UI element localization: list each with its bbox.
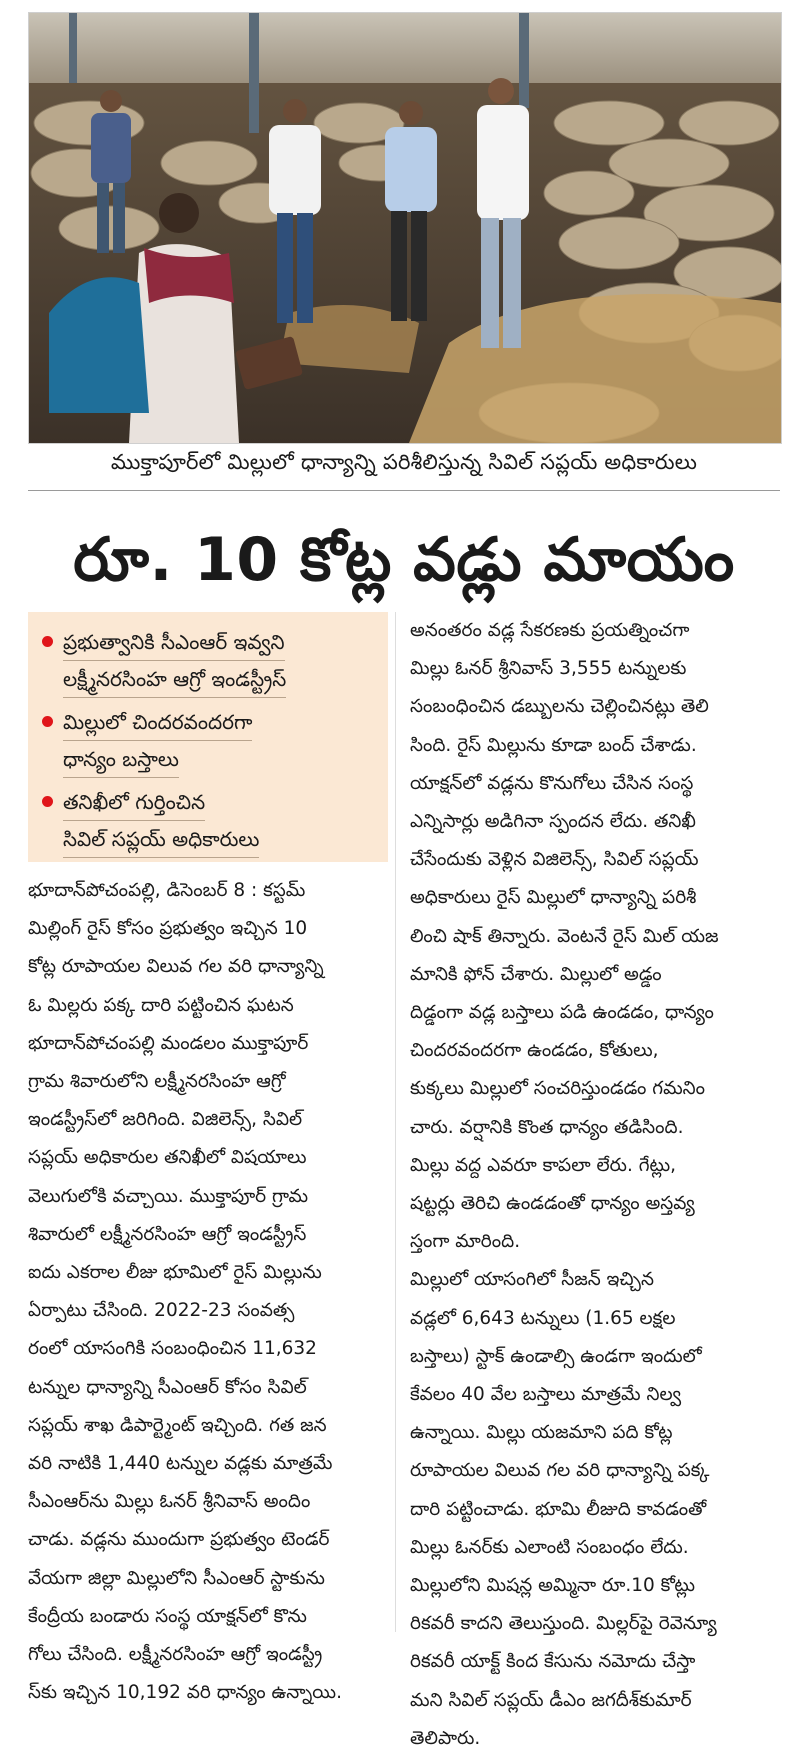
body-line: అనంతరం వడ్ల సేకరణకు ప్రయత్నించగా bbox=[410, 620, 690, 641]
body-line: ఎన్నిసార్లు అడిగినా స్పందన లేదు. తనిఖీ bbox=[410, 811, 696, 833]
body-line: చిందరవందరగా ఉండడం, కోతులు, bbox=[410, 1040, 659, 1062]
body-line: మిల్లు ఓనర్ శ్రీనివాస్ 3,555 టన్నులకు bbox=[410, 658, 687, 680]
article-body-left bbox=[28, 872, 380, 1712]
body-line: మిల్లులో యాసంగిలో సీజన్ ఇచ్చిన bbox=[410, 1269, 654, 1291]
highlight-item bbox=[42, 624, 378, 698]
body-line: మిల్లులోని మిషన్ల అమ్మినా రూ.10 కోట్లు bbox=[410, 1575, 696, 1597]
highlight-line: తనిఖీలో గుర్తించిన bbox=[63, 784, 205, 821]
body-line: మిల్లింగ్ రైస్ కోసం ప్రభుత్వం ఇచ్చిన 10 bbox=[28, 918, 308, 940]
article-body-right bbox=[410, 612, 780, 1758]
body-line: సప్లయ్ శాఖ డిపార్ట్మెంట్ ఇచ్చింది. గత జన bbox=[28, 1414, 327, 1436]
body-line: చారు. వర్షానికి కొంత ధాన్యం తడిసింది. bbox=[410, 1116, 684, 1138]
body-line: సింది. రైస్ మిల్లును కూడా బంద్ చేశాడు. bbox=[410, 734, 697, 756]
body-line: దిడ్డంగా వడ్ల బస్తాలు పడి ఉండడం, ధాన్యం bbox=[410, 1002, 714, 1024]
bullet-icon bbox=[42, 796, 53, 807]
body-line: శివారులో లక్ష్మీనరసింహ ఆగ్రో ఇండస్ట్రీస్ bbox=[28, 1223, 307, 1245]
body-line: లించి షాక్ తిన్నారు. వెంటనే రైస్ మిల్ యజ bbox=[410, 925, 719, 947]
body-line: యాక్షన్‌లో వడ్లను కొనుగోలు చేసిన సంస్థ bbox=[410, 772, 694, 794]
body-line: రూపాయల విలువ గల వరి ధాన్యాన్ని పక్క bbox=[410, 1460, 710, 1482]
highlight-line: లక్ష్మీనరసింహ ఆగ్రో ఇండస్ట్రీస్ bbox=[63, 661, 286, 698]
body-line: సప్లయ్ అధికారుల తనిఖీలో విషయాలు bbox=[28, 1147, 307, 1169]
body-line: మానికి ఫోన్ చేశారు. మిల్లులో అడ్డం bbox=[410, 963, 662, 985]
body-line: కుక్కలు మిల్లులో సంచరిస్తుండడం గమనిం bbox=[410, 1078, 706, 1100]
highlight-line: ధాన్యం బస్తాలు bbox=[63, 741, 179, 778]
body-line: దారి పట్టించాడు. భూమి లీజుది కావడంతో bbox=[410, 1498, 707, 1520]
body-line: టన్నుల ధాన్యాన్ని సీఎంఆర్ కోసం సివిల్ bbox=[28, 1376, 307, 1398]
body-line: మని సివిల్ సప్లయ్ డీఎం జగదీశ్‌కుమార్ bbox=[410, 1689, 692, 1711]
body-line: ఓ మిల్లరు పక్క దారి పట్టించిన ఘటన bbox=[28, 994, 294, 1016]
highlight-item bbox=[42, 784, 378, 858]
highlight-line: సివిల్ సప్లయ్ అధికారులు bbox=[63, 821, 259, 858]
warehouse-inspection-photo-icon bbox=[29, 13, 781, 443]
highlights-box bbox=[28, 612, 388, 862]
body-line: చేసేందుకు వెళ్లిన విజిలెన్స్, సివిల్ సప్లయ్ bbox=[410, 849, 699, 871]
body-line: భూదాన్‌పోచంపల్లి మండలం ముక్తాపూర్ bbox=[28, 1032, 309, 1054]
body-line: కేంద్రీయ బండారు సంస్థ యాక్షన్‌లో కొను bbox=[28, 1605, 307, 1627]
body-line: తెలిపారు. bbox=[410, 1727, 481, 1749]
body-line: గ్రామ శివారులోని లక్ష్మీనరసింహ ఆగ్రో bbox=[28, 1071, 286, 1093]
body-line: అధికారులు రైస్ మిల్లులో ధాన్యాన్ని పరిశీ bbox=[410, 887, 697, 909]
body-line: వేయగా జిల్లా మిల్లులోని సీఎంఆర్ స్టాకును bbox=[28, 1567, 325, 1589]
body-line: వడ్లలో 6,643 టన్నులు (1.65 లక్షల bbox=[410, 1307, 676, 1329]
body-line: వెలుగులోకి వచ్చాయి. ముక్తాపూర్ గ్రామ bbox=[28, 1185, 309, 1207]
body-line: రికవరీ యాక్ట్ కింద కేసును నమోదు చేస్తా bbox=[410, 1651, 696, 1673]
body-line: రికవరీ కాదని తెలుస్తుంది. మిల్లర్‌పై రెవెన్యూ bbox=[410, 1613, 717, 1635]
bullet-icon bbox=[42, 716, 53, 727]
body-line: వరి నాటికి 1,440 టన్నుల వడ్లకు మాత్రమే bbox=[28, 1453, 333, 1475]
body-line: ఉన్నాయి. మిల్లు యజమాని పది కోట్ల bbox=[410, 1422, 673, 1444]
photo-caption: ముక్తాపూర్‌లో మిల్లులో ధాన్యాన్ని పరిశీలిస్తున్న సివిల్ సప్లయ్ అధికారులు bbox=[28, 450, 780, 491]
body-line: కేవలం 40 వేల బస్తాలు మాత్రమే నిల్వ bbox=[410, 1384, 682, 1406]
body-line: సీఎంఆర్‌ను మిల్లు ఓనర్ శ్రీనివాస్ అందిం bbox=[28, 1491, 311, 1513]
highlight-line: ప్రభుత్వానికి సీఎంఆర్ ఇవ్వని bbox=[63, 624, 285, 661]
body-line: ఏర్పాటు చేసింది. 2022-23 సంవత్స bbox=[28, 1300, 295, 1322]
news-photo bbox=[28, 12, 782, 444]
body-line: స్తంగా మారింది. bbox=[410, 1231, 521, 1253]
body-line: ఇండస్ట్రీస్‌లో జరిగింది. విజిలెన్స్, సివిల్ bbox=[28, 1109, 303, 1131]
highlight-item bbox=[42, 704, 378, 778]
highlight-line: మిల్లులో చిందరవందరగా bbox=[63, 704, 252, 741]
body-line: గోలు చేసింది. లక్ష్మీనరసింహ ఆగ్రో ఇండస్ట్రీ bbox=[28, 1644, 323, 1666]
body-line: మిల్లు వద్ద ఎవరూ కాపలా లేరు. గేట్లు, bbox=[410, 1154, 677, 1176]
body-line: ఐదు ఎకరాల లీజు భూమిలో రైస్ మిల్లును bbox=[28, 1262, 322, 1284]
column-divider bbox=[395, 612, 396, 1632]
body-line: షట్టర్లు తెరిచి ఉండడంతో ధాన్యం అస్తవ్య bbox=[410, 1193, 695, 1215]
body-line: కోట్ల రూపాయల విలువ గల వరి ధాన్యాన్ని bbox=[28, 956, 324, 978]
body-line: సంబంధించిన డబ్బులను చెల్లించినట్లు తెలి bbox=[410, 696, 709, 718]
headline: రూ. 10 కోట్ల వడ్లు మాయం bbox=[73, 525, 735, 595]
body-line: చాడు. వడ్లను ముందుగా ప్రభుత్వం టెండర్ bbox=[28, 1529, 330, 1551]
bullet-icon bbox=[42, 636, 53, 647]
body-line: స్‌కు ఇచ్చిన 10,192 వరి ధాన్యం ఉన్నాయి. bbox=[28, 1682, 342, 1704]
body-line: రంలో యాసంగికి సంబంధించిన 11,632 bbox=[28, 1338, 317, 1360]
body-line: మిల్లు ఓనర్‌కు ఎలాంటి సంబంధం లేదు. bbox=[410, 1536, 689, 1558]
body-line: భూదాన్‌పోచంపల్లి, డిసెంబర్ 8 : కస్టమ్ bbox=[28, 880, 306, 901]
body-line: బస్తాలు) స్టాక్ ఉండాల్సి ఉండగా ఇందులో bbox=[410, 1345, 702, 1367]
